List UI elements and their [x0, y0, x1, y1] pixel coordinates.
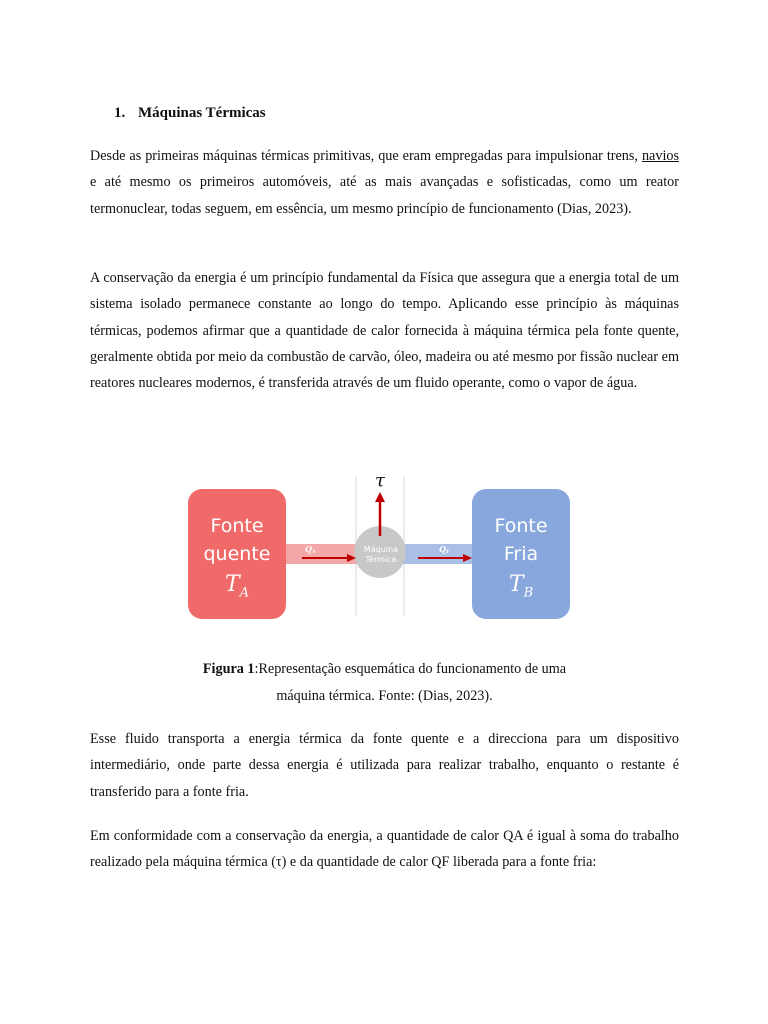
caption-text-2: máquina térmica. Fonte: (Dias, 2023). — [276, 688, 493, 704]
paragraph-4: Em conformidade com a conservação da energia, a quantidade de calor QA é igual à soma do trabalho realizado pela máquina térmica (τ) e da quantidade de calor QF liberada para a fonte fria: — [90, 828, 679, 871]
heat-engine-diagram — [188, 466, 572, 622]
hot-source-line2: quente — [203, 543, 271, 565]
paragraph-1-text-b: e até mesmo os primeiros automóveis, até as mais avançadas e sofisticadas, como um reator termonuclear, todas seguem, em essência, um mesmo princípio de funcionamento (Dias, 2023). — [90, 174, 679, 217]
heat-in-label: QA — [305, 544, 316, 555]
paragraph-1 — [90, 143, 679, 222]
hot-source-temperature: $T_A$ — [224, 572, 250, 601]
figure-caption — [90, 656, 679, 710]
hot-source-line1: Fonte — [210, 515, 264, 537]
engine-label-line1: Máquina — [363, 545, 399, 554]
caption-text-1: :Representação esquemática do funcionamento de uma — [254, 661, 567, 677]
section-title: Máquinas Térmicas — [138, 105, 266, 121]
section-heading — [114, 105, 266, 122]
paragraph-1-text-a: Desde as primeiras máquinas térmicas primitivas, que eram empregadas para impulsionar trens, — [90, 148, 642, 164]
cold-source-temperature: $T_B$ — [508, 572, 534, 601]
caption-label: Figura 1 — [202, 661, 255, 677]
work-arrowhead — [375, 492, 385, 502]
heat-out-label: QF — [439, 544, 450, 555]
paragraph-3: Esse fluido transporta a energia térmica da fonte quente e a direcciona para um dispositivo intermediário, onde parte dessa energia é utilizada para realizar trabalho, enquanto o restante é transferido para a fonte fria. — [90, 731, 679, 800]
paragraph-2: A conservação da energia é um princípio fundamental da Física que assegura que a energia total de um sistema isolado permanece constante ao longo do tempo. Aplicando esse princípio às máquinas térmicas, podemos afirmar que a quantidade de calor fornecida à máquina térmica pela fonte quente, geralmente obtida por meio da combustão de carvão, óleo, madeira ou até mesmo por fissão nuclear em reatores nucleares modernos, é transferida através de um fluido operante, como o vapor de água. — [90, 270, 679, 392]
hot-source-box — [188, 489, 286, 619]
engine-label-line2: Térmica — [365, 555, 397, 564]
navios-link[interactable]: navios — [641, 148, 679, 164]
cold-source-line2: Fria — [503, 543, 539, 565]
cold-source-box — [472, 489, 570, 619]
cold-source-line1: Fonte — [494, 515, 548, 537]
work-symbol: τ — [375, 470, 385, 491]
section-number: 1. — [114, 105, 126, 121]
